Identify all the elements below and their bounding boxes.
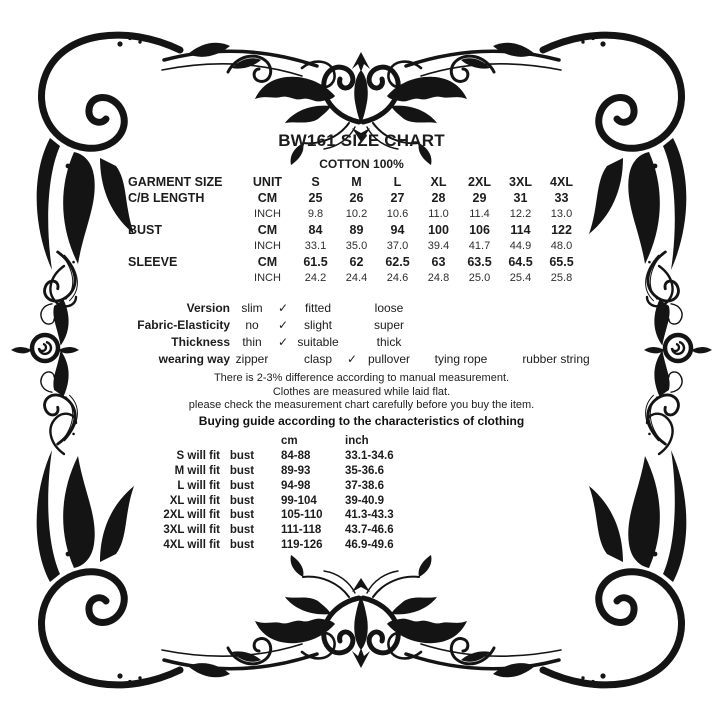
value-cell: 24.8: [427, 272, 450, 284]
unit-cell: INCH: [254, 272, 281, 284]
empty-cell: [220, 434, 264, 449]
feature-option: pullover: [367, 352, 411, 366]
buying-guide-header-row: [150, 434, 408, 449]
header-size-m: M: [351, 175, 362, 189]
feature-label: Fabric-Elasticity: [137, 318, 230, 332]
feature-option: [504, 334, 608, 351]
inch-range: 41.3-43.3: [345, 509, 394, 522]
value-cell: 39.4: [427, 240, 450, 252]
row-label: [128, 270, 240, 286]
value-cell: 106: [469, 223, 490, 237]
note-line: Clothes are measured while laid flat.: [272, 385, 451, 398]
value-cell: 27: [390, 191, 405, 205]
size-table-row-bust-inch: [128, 238, 582, 254]
feature-option: [504, 317, 608, 334]
check-mark: ✓: [277, 301, 289, 315]
value-cell: 37.0: [386, 240, 409, 252]
value-cell: 9.8: [307, 208, 324, 220]
measure-label: bust: [229, 509, 255, 522]
value-cell: 25.8: [550, 272, 573, 284]
row-label: SLEEVE: [128, 255, 178, 269]
size-table-row-sleeve-cm: [128, 254, 582, 270]
size-table: [128, 174, 582, 286]
unit-cell: CM: [257, 255, 278, 269]
value-cell: 25: [308, 191, 323, 205]
value-cell: 62: [349, 255, 364, 269]
value-cell: 29: [472, 191, 487, 205]
size-label: 2XL will fit: [163, 509, 220, 522]
measure-label: bust: [229, 479, 255, 492]
size-label: 4XL will fit: [163, 539, 220, 552]
buying-guide-row-4xl: [150, 538, 408, 553]
size-label: XL will fit: [169, 494, 220, 507]
feature-option: clasp: [303, 352, 332, 366]
check-mark: [274, 351, 292, 368]
buying-guide-table: [150, 434, 408, 553]
value-cell: 94: [390, 223, 405, 237]
unit-cell: INCH: [254, 240, 281, 252]
value-cell: 24.4: [345, 272, 368, 284]
feature-label: Thickness: [171, 335, 230, 349]
buying-guide-row-s: [150, 449, 408, 464]
feature-option: zipper: [235, 352, 269, 366]
feature-option: tying rope: [434, 352, 488, 366]
cm-range: 99-104: [281, 494, 317, 507]
value-cell: 65.5: [549, 255, 574, 269]
value-cell: 48.0: [550, 240, 573, 252]
value-cell: 33: [554, 191, 569, 205]
header-cm: cm: [281, 435, 298, 447]
feature-option: fitted: [304, 301, 331, 315]
inch-range: 43.7-46.6: [345, 524, 394, 537]
size-label: S will fit: [176, 449, 220, 462]
value-cell: 25.0: [468, 272, 491, 284]
feature-option: [418, 300, 504, 317]
header-size-xl: XL: [430, 175, 447, 189]
buying-guide-row-l: [150, 479, 408, 494]
feature-option: loose: [374, 301, 404, 315]
size-label: M will fit: [174, 464, 220, 477]
check-mark: ✓: [346, 352, 358, 366]
feature-label: wearing way: [158, 352, 230, 366]
value-cell: 24.6: [386, 272, 409, 284]
cm-range: 94-98: [281, 479, 311, 492]
check-mark: ✓: [277, 335, 289, 349]
feature-option: [418, 334, 504, 351]
cm-range: 89-93: [281, 464, 311, 477]
feature-option: thick: [376, 335, 402, 349]
feature-row-wearing-way: [95, 351, 608, 368]
measure-label: bust: [229, 539, 255, 552]
size-table-row-cb-length-cm: [128, 190, 582, 206]
feature-option: rubber string: [522, 352, 590, 366]
buying-guide-row-3xl: [150, 523, 408, 538]
header-size-s: S: [311, 175, 320, 189]
measurement-notes: [0, 372, 723, 429]
header-unit: UNIT: [252, 175, 283, 189]
size-table-header-row: [128, 174, 582, 190]
header-garment-size: GARMENT SIZE: [128, 175, 223, 189]
cm-range: 105-110: [281, 509, 323, 522]
value-cell: 28: [431, 191, 446, 205]
check-mark: [344, 317, 360, 334]
value-cell: 11.4: [469, 208, 490, 220]
value-cell: 63.5: [467, 255, 492, 269]
unit-cell: INCH: [254, 208, 281, 220]
feature-option: slight: [303, 318, 332, 332]
value-cell: 84: [308, 223, 323, 237]
value-cell: 122: [551, 223, 572, 237]
measure-label: bust: [229, 524, 255, 537]
row-label: BUST: [128, 223, 163, 237]
size-label: 3XL will fit: [163, 524, 220, 537]
feature-table: [95, 300, 608, 368]
value-cell: 25.4: [509, 272, 532, 284]
check-mark: ✓: [277, 318, 289, 332]
value-cell: 114: [510, 223, 531, 237]
measure-label: bust: [229, 494, 255, 507]
cm-range: 111-118: [281, 524, 322, 537]
header-size-2xl: 2XL: [468, 175, 491, 189]
feature-option: slim: [241, 301, 263, 315]
value-cell: 41.7: [468, 240, 491, 252]
unit-cell: CM: [257, 191, 278, 205]
value-cell: 89: [349, 223, 364, 237]
header-inch: inch: [345, 435, 369, 447]
value-cell: 11.0: [428, 208, 449, 220]
page-title: BW161 SIZE CHART: [278, 131, 445, 150]
row-label: [128, 238, 240, 254]
measure-label: bust: [229, 449, 255, 462]
value-cell: 62.5: [385, 255, 410, 269]
size-table-row-cb-length-inch: [128, 206, 582, 222]
size-table-row-bust-cm: [128, 222, 582, 238]
cm-range: 119-126: [281, 539, 323, 552]
empty-cell: [150, 434, 220, 449]
value-cell: 63: [431, 255, 446, 269]
note-line: There is 2-3% difference according to manual measurement.: [213, 372, 510, 384]
value-cell: 100: [428, 223, 449, 237]
value-cell: 31: [513, 191, 528, 205]
feature-row-fabric-elasticity: [95, 317, 608, 334]
value-cell: 33.1: [304, 240, 327, 252]
header-size-3xl: 3XL: [509, 175, 532, 189]
cm-range: 84-88: [281, 449, 311, 462]
buying-guide-heading: Buying guide according to the characteristics of clothing: [198, 413, 525, 428]
size-table-row-sleeve-inch: [128, 270, 582, 286]
feature-option: super: [373, 318, 405, 332]
feature-option: thin: [242, 335, 262, 349]
value-cell: 26: [349, 191, 364, 205]
feature-label: Version: [186, 301, 230, 315]
feature-option: [418, 317, 504, 334]
row-label: C/B LENGTH: [128, 191, 205, 205]
unit-cell: CM: [257, 223, 278, 237]
value-cell: 35.0: [345, 240, 368, 252]
value-cell: 24.2: [304, 272, 327, 284]
value-cell: 61.5: [303, 255, 328, 269]
feature-option: no: [245, 318, 259, 332]
value-cell: 10.2: [345, 208, 368, 220]
buying-guide-row-m: [150, 464, 408, 479]
value-cell: 44.9: [509, 240, 532, 252]
feature-option: suitable: [297, 335, 339, 349]
header-size-l: L: [393, 175, 402, 189]
size-label: L will fit: [177, 479, 220, 492]
value-cell: 12.2: [509, 208, 532, 220]
check-mark: [344, 300, 360, 317]
inch-range: 39-40.9: [345, 494, 385, 507]
value-cell: 13.0: [550, 208, 573, 220]
value-cell: 64.5: [508, 255, 533, 269]
fabric-subtitle: COTTON 100%: [319, 157, 404, 171]
header-size-4xl: 4XL: [550, 175, 573, 189]
inch-range: 46.9-49.6: [345, 539, 394, 552]
inch-range: 37-38.6: [345, 479, 385, 492]
feature-row-version: [95, 300, 608, 317]
row-label: [128, 206, 240, 222]
buying-guide-row-2xl: [150, 508, 408, 523]
feature-option: [504, 300, 608, 317]
buying-guide-row-xl: [150, 494, 408, 509]
measure-label: bust: [229, 464, 255, 477]
inch-range: 33.1-34.6: [345, 449, 394, 462]
feature-row-thickness: [95, 334, 608, 351]
inch-range: 35-36.6: [345, 464, 385, 477]
value-cell: 10.6: [386, 208, 409, 220]
note-line: please check the measurement chart carefully before you buy the item.: [188, 399, 535, 412]
check-mark: [344, 334, 360, 351]
